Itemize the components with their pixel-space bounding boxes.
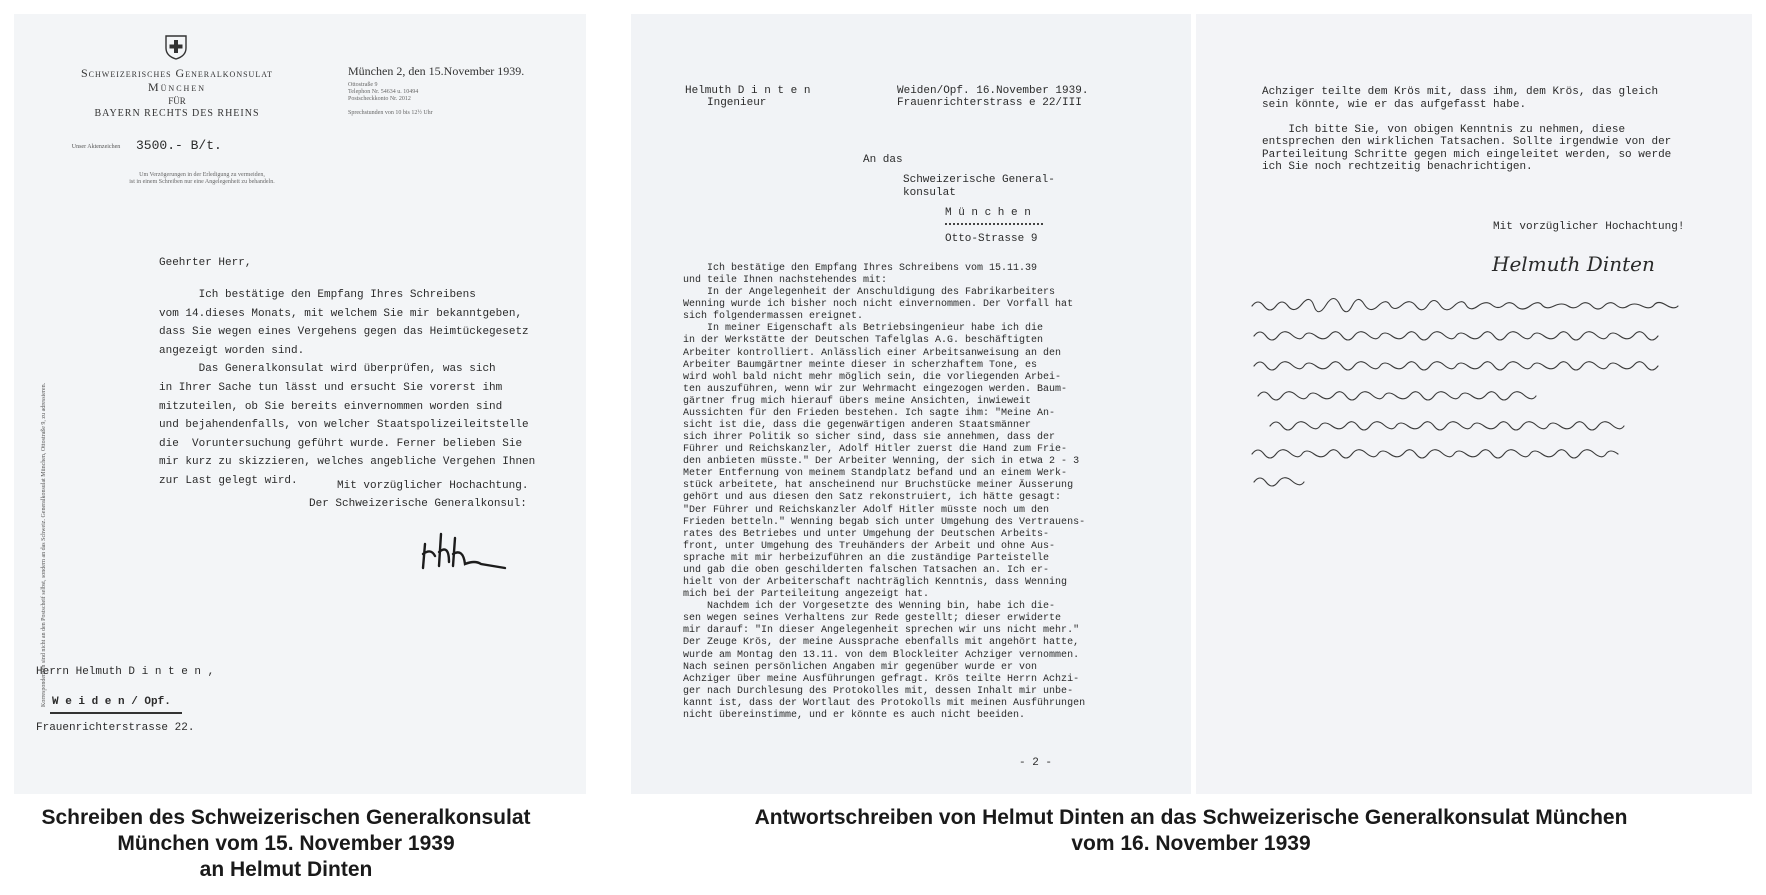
addressee-line: Schweizerische General- xyxy=(903,174,1055,186)
letter2-sender-street: Frauenrichterstrass e 22/III xyxy=(897,97,1082,109)
letter1-place-date: München 2, den 15.November 1939. xyxy=(348,64,525,78)
consulate-address-line: Ottostraße 9 xyxy=(348,82,378,88)
reference-note-line: ist in einem Schreiben nur eine Angelegenheit zu behandeln. xyxy=(129,179,275,185)
recipient-city: W e i d e n / Opf. xyxy=(52,696,171,708)
addressee-city: M ü n c h e n xyxy=(945,207,1031,219)
letter1-closing-signatory: Der Schweizerische Generalkonsul: xyxy=(309,498,527,510)
letterhead-line-4: BAYERN RECHTS DES RHEINS xyxy=(94,108,260,119)
consulate-address-line: Telephon Nr. 54634 u. 10494 xyxy=(348,89,419,95)
caption-right-line: Antwortschreiben von Helmut Dinten an das Schweizerische Generalkonsulat München xyxy=(754,806,1628,829)
letter3-body: Achziger teilte dem Krös mit, dass ihm, dem Krös, das gleich sein könnte, wie er das aufgefasst habe. Ich bitte Sie, von obigen Kenntnis zu nehmen, diese entsprechen den wirklichen Tatsachen. Sollte irgendwie von der Parteileitung Schritte gegen mich eingeleitet werden, so werde ich Sie noch rechtzeitig benachrichtigen. xyxy=(1262,86,1672,173)
consulate-address-line: Postscheckkonto Nr. 2012 xyxy=(348,96,411,102)
sender-name: Helmuth D i n t e n xyxy=(685,85,811,97)
letter1-closing: Mit vorzüglicher Hochachtung. xyxy=(337,480,529,492)
letterhead-line-1: Schweizerisches Generalkonsulat xyxy=(81,66,273,80)
letter3-closing: Mit vorzüglicher Hochachtung! xyxy=(1493,221,1685,233)
dinten-signature: Helmuth Dinten xyxy=(1492,252,1655,276)
swiss-cross-icon xyxy=(163,34,189,60)
addressee-street: Otto-Strasse 9 xyxy=(945,233,1038,245)
handwritten-note xyxy=(1244,292,1704,492)
caption-left-line: an Helmut Dinten xyxy=(199,858,373,881)
recipient-street: Frauenrichterstrasse 22. xyxy=(36,722,195,734)
letter1-body: Ich bestätige den Empfang Ihres Schreibens vom 14.dieses Monats, mit welchem Sie mir bekanntgeben, dass Sie wegen eines Vergehens gegen das Heimtückegesetz angezeigt worden sind. Das Generalkonsulat wird überprüfen, was sich in Ihrer Sache tun lässt und ersucht Sie vorerst ihm mitzuteilen, ob Sie bereits einvernommen worden sind und bejahendenfalls, von welcher Staatspolizeileitstelle die Voruntersuchung geführt wurde. Ferner belieben Sie mir kurz zu skizzieren, welches angebliche Vergehen Ihnen zur Last gelegt wird. xyxy=(159,289,536,487)
consulate-office-hours: Sprechstunden von 10 bis 12½ Uhr xyxy=(348,110,433,116)
side-margin-note: Korrespondenzen sind nicht an den Postscheif selbst, sondern an das Schweiz. Generalkonsulat München, Ottostraße 9, zu adressieren. xyxy=(41,382,47,707)
reply-letter-page-2 xyxy=(1196,14,1752,794)
caption-right xyxy=(628,805,1754,857)
reply-letter-page-1 xyxy=(631,14,1191,794)
letterhead-line-3: FÜR xyxy=(168,96,186,106)
caption-left xyxy=(0,805,572,883)
recipient-city-underline xyxy=(50,712,182,714)
caption-left-line: München vom 15. November 1939 xyxy=(117,832,455,855)
letter2-place-date: Weiden/Opf. 16.November 1939. xyxy=(897,85,1089,97)
recipient-name: Herrn Helmuth D i n t e n , xyxy=(36,666,215,678)
consulate-letter-sheet xyxy=(14,14,586,794)
reference-number: 3500.- B/t. xyxy=(136,138,222,153)
consul-signature xyxy=(419,524,509,574)
addressee-line: konsulat xyxy=(903,187,956,199)
letter2-body: Ich bestätige den Empfang Ihres Schreibens vom 15.11.39 und teile Ihnen nachstehendes mit: In der Angelegenheit der Anschuldigung des Fabrikarbeiters Wenning wurde ich bisher noch nicht einvernommen. Der Vorfall hat sich folgendermassen ereignet. In meiner Eigenschaft als Betriebsingenieur habe ich die in der Werkstätte der Deutschen Tafelglas A.G. beschäftigten Arbeiter kontrolliert. Anlässlich einer Arbeitsanweisung an den Arbeiter Baumgärtner meinte dieser in scherzhaftem Tone, es wird wohl bald nicht mehr möglich sein, die vorliegenden Arbei- ten auszuführen, wenn wir zur Wehrmacht eingezogen werden. Baum- gärtner frug mich hierauf übers meine Ansichten, inwieweit Aussichten für den Frieden bestehen. Ich sagte ihm: "Meine An- sicht ist die, dass die gegenwärtigen anderen Staatsmänner sich ihrer Politik so sicher sind, dass sie annehmen, dass der Führer und Reichskanzler, Adolf Hitler zuerst die Hand zum Frie- den anbieten müsste." Der Arbeiter Wenning, der sich in etwa 2 - 3 Meter Entfernung von meinem Standplatz befand und an einem Werk- stück arbeitete, hat anscheinend nur Bruchstücke meiner Äusserung gehört und aus diesen den Satz rekonstruiert, ich hätte gesagt: "Der Führer und Reichskanzler Adolf Hitler müsste noch um den Frieden betteln." Wenning begab sich unter Umgehung des Vertrauens- rates des Betriebes und unter Umgehung der Deutschen Arbeits- front, unter Umgehung des Treuhänders der Arbeit und ohne Aus- sprache mit mir herbeizuführen an die zuständige Parteistelle und gab die oben geschilderten falschen Tatsachen an. Ich er- hielt von der Arbeiterschaft nachträglich Kenntnis, dass Wenning mich bei der Parteileitung angezeigt hat. Nachdem ich der Vorgesetzte des Wenning bin, habe ich die- sen wegen seines Verhaltens zur Rede gestellt; dieser erwiderte mir darauf: "In dieser Angelegenheit sprechen wir uns nicht mehr." Der Zeuge Krös, der meine Aussprache ebenfalls mit angehört hatte, wurde am Montag den 13.11. von dem Blockleiter Achziger vernommen. Nach seinen persönlichen Angaben mir gegenüber wurde er von Achziger über meine Ausführungen gefragt. Krös teilte Herrn Achzi- ger nach Durchlesung des Protokolles mit, dessen Inhalt mir unbe- kannt ist, dass der Wortlaut des Protokolls mit meinen Ausführungen nicht übereinstimme, und er könnte es auch nicht beeiden. xyxy=(683,263,1086,721)
addressee-line: An das xyxy=(863,154,903,166)
reference-note-line: Um Verzögerungen in der Erledigung zu vermeiden, xyxy=(139,172,265,178)
page-number: - 2 - xyxy=(1019,757,1053,769)
caption-right-line: vom 16. November 1939 xyxy=(1071,832,1311,855)
reference-label: Unser Aktenzeichen xyxy=(71,144,121,150)
sender-title: Ingenieur xyxy=(707,97,767,109)
caption-left-line: Schreiben des Schweizerischen Generalkonsulat xyxy=(41,806,531,829)
letterhead-line-2: München xyxy=(147,80,206,94)
addressee-city-underline xyxy=(945,223,1043,225)
letter1-salutation: Geehrter Herr, xyxy=(159,257,252,269)
